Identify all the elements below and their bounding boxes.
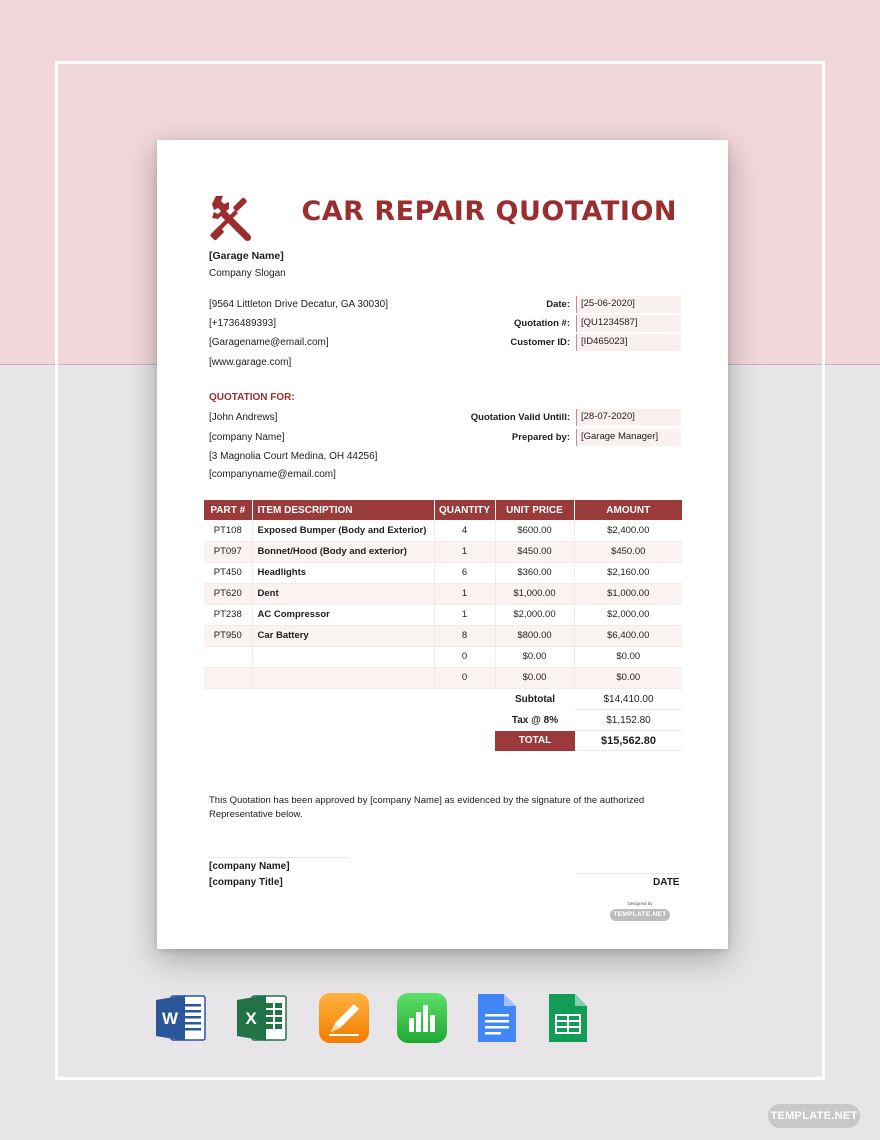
header-part-number: PART #	[204, 500, 252, 520]
garage-email: [Garagename@email.com]	[209, 337, 329, 348]
table-row	[204, 583, 682, 604]
word-icon[interactable]	[155, 992, 207, 1044]
template-net-watermark: TEMPLATE.NET	[768, 1104, 860, 1128]
subtotal-label: Subtotal	[515, 694, 555, 705]
table-row	[204, 562, 682, 583]
description-cell: Bonnet/Hood (Body and exterior)	[252, 541, 434, 562]
table-row	[204, 667, 682, 688]
amount-cell: $1,000.00	[574, 583, 682, 604]
date-value: [25-06-2020]	[576, 296, 681, 313]
amount-cell: $2,000.00	[574, 604, 682, 625]
description-cell: Headlights	[252, 562, 434, 583]
customer-id-value: [ID465023]	[576, 334, 681, 351]
template-net-logo-small: TEMPLATE.NET	[610, 909, 670, 921]
description-cell	[252, 667, 434, 688]
part-number-cell: PT108	[204, 520, 252, 541]
unit-price-cell: $0.00	[495, 646, 574, 667]
part-number-cell: PT450	[204, 562, 252, 583]
client-company: [company Name]	[209, 432, 285, 443]
approval-statement: This Quotation has been approved by [company Name] as evidenced by the signature of the authorized Representative below.	[209, 795, 645, 820]
amount-cell: $2,400.00	[574, 520, 682, 541]
table-row	[204, 541, 682, 562]
client-name: [John Andrews]	[209, 412, 278, 423]
unit-price-cell: $0.00	[495, 667, 574, 688]
google-sheets-icon[interactable]	[541, 992, 593, 1044]
quotation-number-value: [QU1234587]	[576, 315, 681, 332]
amount-cell: $450.00	[574, 541, 682, 562]
prepared-by-label: Prepared by:	[511, 432, 570, 443]
pages-icon[interactable]	[318, 992, 370, 1044]
table-row	[204, 646, 682, 667]
amount-cell: $0.00	[574, 667, 682, 688]
prepared-by-value: [Garage Manager]	[576, 429, 681, 446]
quantity-cell: 8	[434, 625, 495, 646]
part-number-cell	[204, 667, 252, 688]
header-amount: AMOUNT	[574, 500, 682, 520]
table-row	[204, 520, 682, 541]
total-value: $15,562.80	[575, 731, 682, 751]
unit-price-cell: $2,000.00	[495, 604, 574, 625]
date-label: Date:	[546, 299, 570, 310]
garage-website: [www.garage.com]	[209, 357, 292, 368]
table-header-row	[204, 500, 682, 520]
garage-name: [Garage Name]	[209, 250, 284, 262]
description-cell: Exposed Bumper (Body and Exterior)	[252, 520, 434, 541]
total-label: TOTAL	[495, 731, 575, 751]
part-number-cell	[204, 646, 252, 667]
excel-icon[interactable]	[236, 992, 288, 1044]
quantity-cell: 1	[434, 604, 495, 625]
part-number-cell: PT620	[204, 583, 252, 604]
unit-price-cell: $600.00	[495, 520, 574, 541]
header-item-description: ITEM DESCRIPTION	[252, 500, 434, 520]
garage-phone: [+1736489393]	[209, 318, 277, 329]
signature-company-name: [company Name]	[209, 861, 290, 872]
quantity-cell: 0	[434, 667, 495, 688]
table-row	[204, 604, 682, 625]
unit-price-cell: $1,000.00	[495, 583, 574, 604]
unit-price-cell: $450.00	[495, 541, 574, 562]
description-cell	[252, 646, 434, 667]
amount-cell: $0.00	[574, 646, 682, 667]
items-table	[204, 500, 682, 689]
quantity-cell: 6	[434, 562, 495, 583]
company-slogan: Company Slogan	[209, 268, 286, 279]
header-quantity: QUANTITY	[434, 500, 495, 520]
customer-id-label: Customer ID:	[510, 337, 570, 348]
part-number-cell: PT238	[204, 604, 252, 625]
unit-price-cell: $800.00	[495, 625, 574, 646]
client-address: [3 Magnolia Court Medina, OH 44256]	[209, 451, 378, 462]
amount-cell: $6,400.00	[574, 625, 682, 646]
tax-value: $1,152.80	[575, 711, 682, 731]
quotation-number-label: Quotation #:	[514, 318, 570, 329]
svg-text:X: X	[245, 1009, 257, 1028]
signature-line-left	[209, 857, 349, 858]
description-cell: AC Compressor	[252, 604, 434, 625]
numbers-icon[interactable]	[396, 992, 448, 1044]
description-cell: Dent	[252, 583, 434, 604]
header-unit-price: UNIT PRICE	[495, 500, 574, 520]
garage-address: [9564 Littleton Drive Decatur, GA 30030]	[209, 299, 388, 310]
quotation-for-heading: QUOTATION FOR:	[209, 392, 295, 403]
designed-by-label: Designed by	[627, 901, 653, 906]
svg-text:W: W	[161, 1009, 179, 1028]
quantity-cell: 1	[434, 541, 495, 562]
document-title: CAR REPAIR QUOTATION	[301, 196, 677, 227]
part-number-cell: PT097	[204, 541, 252, 562]
quantity-cell: 0	[434, 646, 495, 667]
subtotal-value: $14,410.00	[575, 690, 682, 710]
part-number-cell: PT950	[204, 625, 252, 646]
google-docs-icon[interactable]	[470, 992, 522, 1044]
quantity-cell: 4	[434, 520, 495, 541]
unit-price-cell: $360.00	[495, 562, 574, 583]
valid-until-value: [28-07-2020]	[576, 409, 681, 426]
table-row	[204, 625, 682, 646]
signature-line-right	[576, 873, 680, 874]
amount-cell: $2,160.00	[574, 562, 682, 583]
signature-company-title: [company Title]	[209, 877, 283, 888]
client-email: [companyname@email.com]	[209, 469, 336, 480]
valid-until-label: Quotation Valid Untill:	[470, 412, 570, 423]
wrench-screwdriver-icon	[210, 193, 260, 243]
description-cell: Car Battery	[252, 625, 434, 646]
signature-date-label: DATE	[653, 877, 680, 888]
tax-label: Tax @ 8%	[511, 715, 559, 726]
quantity-cell: 1	[434, 583, 495, 604]
